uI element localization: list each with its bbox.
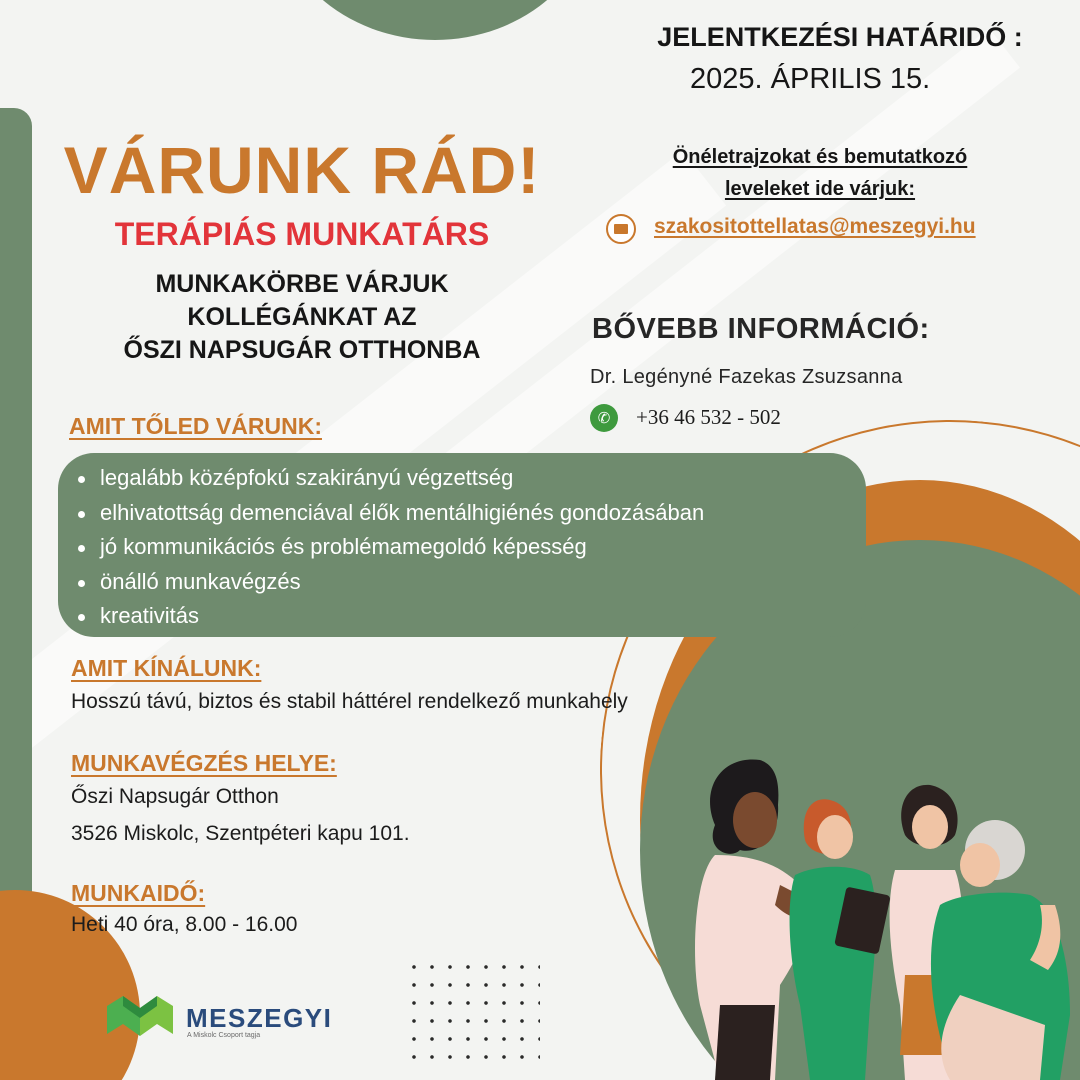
- intro-line: ŐSZI NAPSUGÁR OTTHONBA: [123, 336, 481, 364]
- intro-text: [52, 268, 552, 367]
- decorative-circle-top: [270, 0, 600, 40]
- intro-line: KOLLÉGÁNKAT AZ: [187, 303, 417, 331]
- offer-title: AMIT KÍNÁLUNK:: [71, 655, 262, 681]
- contact-title: BŐVEBB INFORMÁCIÓ:: [592, 313, 930, 345]
- hours-text: Heti 40 óra, 8.00 - 16.00: [71, 913, 298, 936]
- contact-name: Dr. Legényné Fazekas Zsuzsanna: [590, 366, 903, 388]
- logo-name: MESZEGYI: [186, 1003, 333, 1033]
- intro-line: MUNKAKÖRBE VÁRJUK: [155, 270, 449, 298]
- meszegyi-logo-icon: [107, 996, 173, 1036]
- caregivers-illustration: [660, 755, 1080, 1080]
- requirements-list: [78, 461, 866, 634]
- location-title: MUNKAVÉGZÉS HELYE:: [71, 750, 337, 776]
- phone-icon: ✆: [590, 404, 618, 432]
- contact-phone[interactable]: +36 46 532 - 502: [636, 405, 781, 429]
- location-address: 3526 Miskolc, Szentpéteri kapu 101.: [71, 822, 410, 845]
- decorative-dot-grid: [405, 958, 540, 1070]
- offer-text: Hosszú távú, biztos és stabil háttérel rendelkező munkahely: [71, 690, 628, 713]
- requirement-item: elhivatottság demenciával élők mentálhigiénés gondozásában: [78, 496, 866, 531]
- application-line: Önéletrajzokat és bemutatkozó: [672, 146, 968, 168]
- application-text: [610, 141, 1030, 205]
- requirements-box: [58, 453, 866, 637]
- deadline-date: 2025. ÁPRILIS 15.: [690, 63, 931, 95]
- position-title: TERÁPIÁS MUNKATÁRS: [114, 216, 490, 252]
- envelope-icon: [606, 214, 636, 244]
- requirements-title: AMIT TŐLED VÁRUNK:: [69, 413, 322, 439]
- requirement-item: kreativitás: [78, 599, 866, 634]
- logo-tagline: A Miskolc Csoport tagja: [187, 1032, 261, 1039]
- requirement-item: jó kommunikációs és problémamegoldó képesség: [78, 530, 866, 565]
- headline: VÁRUNK RÁD!: [63, 133, 541, 207]
- email-link[interactable]: szakositottellatas@meszegyi.hu: [654, 215, 976, 238]
- hours-title: MUNKAIDŐ:: [71, 880, 206, 906]
- application-line: leveleket ide várjuk:: [724, 178, 916, 200]
- requirement-item: önálló munkavégzés: [78, 565, 866, 600]
- requirement-item: legalább középfokú szakirányú végzettség: [78, 461, 866, 496]
- deadline-label: JELENTKEZÉSI HATÁRIDŐ :: [657, 22, 1023, 52]
- location-name: Őszi Napsugár Otthon: [71, 785, 279, 808]
